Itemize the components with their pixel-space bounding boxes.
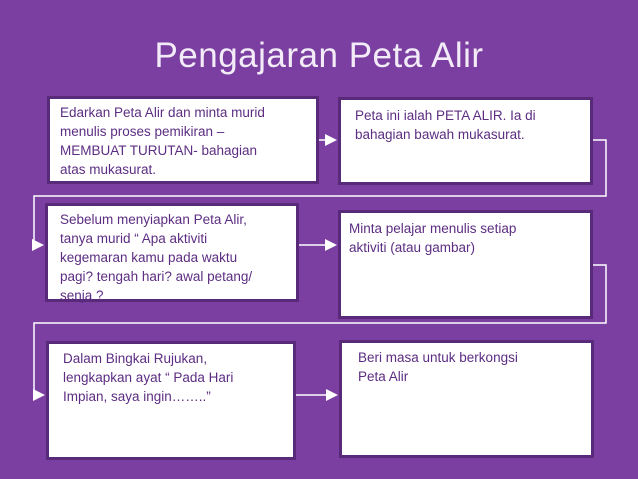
- slide-title: Pengajaran Peta Alir: [154, 36, 484, 75]
- flow-step-2: [338, 97, 593, 185]
- flow-step-4: [338, 210, 593, 319]
- flow-step-3: [45, 203, 299, 302]
- flow-step-3-text: Sebelum menyiapkan Peta Alir, tanya murid “ Apa aktiviti kegemaran kamu pada waktu pagi? tengah hari? awal petang/ senja ?: [60, 212, 253, 303]
- flow-step-5-text: Dalam Bingkai Rujukan, lengkapkan ayat “ Pada Hari Impian, saya ingin……..”: [63, 351, 234, 404]
- flow-step-4-text: Minta pelajar menulis setiap aktiviti (atau gambar): [349, 221, 517, 255]
- flow-step-1: [47, 96, 319, 184]
- flow-step-5: [46, 341, 296, 460]
- flow-step-1-text: Edarkan Peta Alir dan minta murid menulis proses pemikiran – MEMBUAT TURUTAN- bahagian atas mukasurat.: [60, 105, 265, 177]
- flow-step-6: [339, 340, 594, 458]
- flow-step-6-text: Beri masa untuk berkongsi Peta Alir: [358, 350, 518, 384]
- flow-step-2-text: Peta ini ialah PETA ALIR. Ia di bahagian bawah mukasurat.: [355, 108, 536, 142]
